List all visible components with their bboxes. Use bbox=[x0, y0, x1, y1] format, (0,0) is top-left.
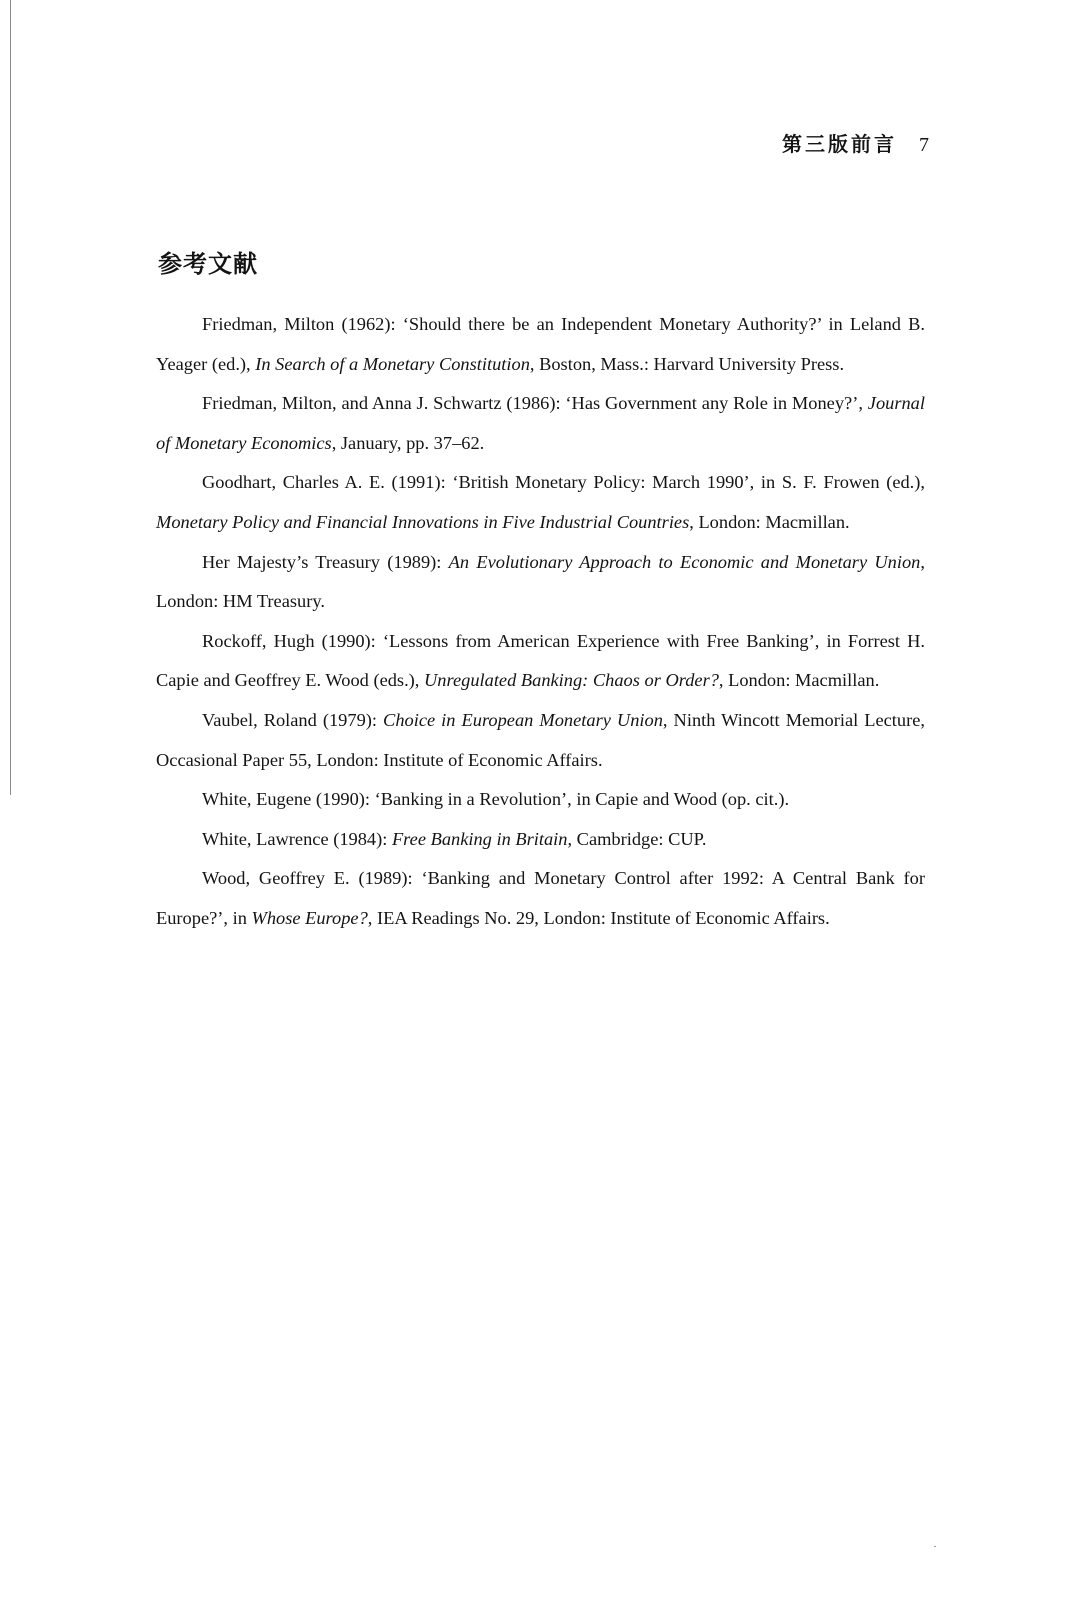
reference-entry-white-eugene-1990 bbox=[156, 780, 925, 820]
reference-text: , Boston, Mass.: Harvard University Press. bbox=[529, 353, 845, 374]
reference-text: Vaubel, Roland (1979): bbox=[202, 709, 384, 730]
reference-text: Friedman, Milton (1962): ‘Should there be an Independent Monetary Authority?’ in Leland B. Yeager (ed.), bbox=[156, 314, 925, 374]
reference-title: Journal of Monetary Economics bbox=[156, 393, 925, 453]
reference-title: Monetary Policy and Financial Innovations in Five Industrial Countries bbox=[156, 511, 690, 532]
reference-title: Whose Europe? bbox=[251, 907, 368, 928]
reference-title: In Search of a Monetary Constitution bbox=[255, 353, 530, 374]
reference-text: Friedman, Milton, and Anna J. Schwartz (1986): ‘Has Government any Role in Money?’, bbox=[202, 393, 868, 414]
reference-text: , London: Macmillan. bbox=[718, 670, 880, 691]
reference-text: Rockoff, Hugh (1990): ‘Lessons from American Experience with Free Banking’, in Forrest H. Capie and Geoffrey E. Wood (eds.), bbox=[156, 630, 925, 691]
reference-list bbox=[156, 305, 925, 939]
reference-entry-hm-treasury-1989 bbox=[156, 543, 925, 622]
reference-text: , London: Macmillan. bbox=[689, 511, 850, 532]
reference-title: Unregulated Banking: Chaos or Order? bbox=[424, 670, 719, 691]
reference-entry-vaubel-1979 bbox=[156, 701, 925, 780]
scan-speck bbox=[934, 1546, 936, 1547]
reference-text: White, Eugene (1990): ‘Banking in a Revolution’, in Capie and Wood (op. cit.). bbox=[202, 789, 790, 810]
running-head bbox=[782, 128, 932, 157]
reference-title: Free Banking in Britain bbox=[391, 828, 568, 849]
reference-text: , London: HM Treasury. bbox=[156, 551, 925, 612]
reference-text: White, Lawrence (1984): bbox=[202, 828, 392, 849]
reference-title: Choice in European Monetary Union bbox=[383, 709, 663, 730]
binding-edge-line bbox=[10, 0, 11, 795]
running-head-title: 第三版前言 bbox=[782, 134, 897, 156]
reference-title: An Evolutionary Approach to Economic and Monetary Union bbox=[448, 551, 921, 572]
reference-entry-rockoff-1990 bbox=[156, 622, 925, 701]
reference-entry-wood-1989 bbox=[156, 859, 925, 938]
page-number: 7 bbox=[919, 134, 932, 156]
reference-entry-goodhart-1991 bbox=[156, 463, 925, 542]
reference-text: , Ninth Wincott Memorial Lecture, Occasional Paper 55, London: Institute of Economic Affairs. bbox=[156, 709, 925, 770]
reference-text: Goodhart, Charles A. E. (1991): ‘British Monetary Policy: March 1990’, in S. F. Frowen (ed.), bbox=[202, 472, 925, 493]
section-title: 参考文献 bbox=[158, 250, 258, 278]
reference-entry-friedman-schwartz-1986 bbox=[156, 384, 925, 463]
reference-text: , Cambridge: CUP. bbox=[567, 828, 707, 849]
reference-text: , January, pp. 37–62. bbox=[331, 432, 485, 453]
reference-text: Her Majesty’s Treasury (1989): bbox=[202, 551, 449, 572]
reference-text: , IEA Readings No. 29, London: Institute of Economic Affairs. bbox=[367, 907, 830, 928]
reference-entry-friedman-1962 bbox=[156, 305, 925, 384]
reference-text: Wood, Geoffrey E. (1989): ‘Banking and Monetary Control after 1992: A Central Bank for Europe?’, in bbox=[156, 868, 925, 928]
reference-entry-white-lawrence-1984 bbox=[156, 820, 925, 860]
